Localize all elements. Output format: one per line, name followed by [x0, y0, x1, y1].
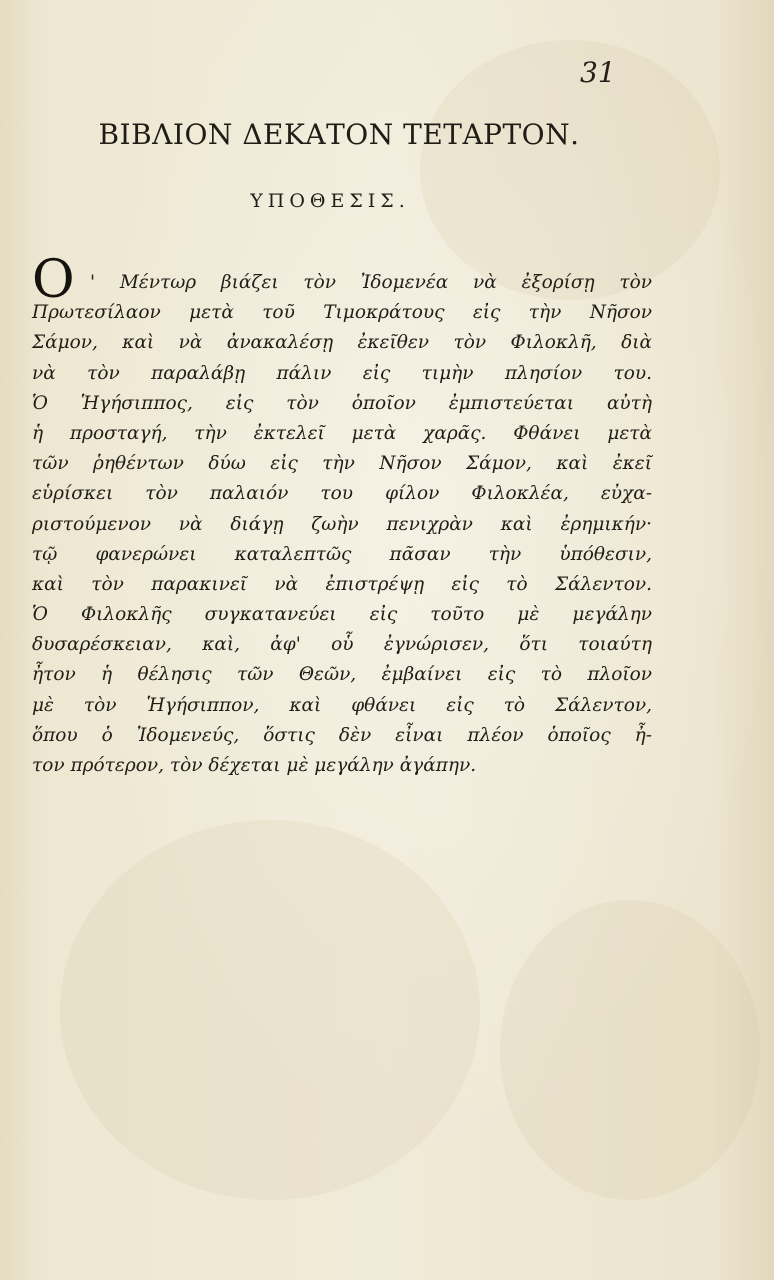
- text-line: Πρωτεσίλαον μετὰ τοῦ Τιμοκράτους εἰς τὴν Νῆσον: [32, 302, 652, 324]
- text-line: τῷ φανερώνει καταλεπτῶς πᾶσαν τὴν ὑπόθεσιν,: [32, 543, 652, 565]
- text-line: μὲ τὸν Ἡγήσιππον, καὶ φθάνει εἰς τὸ Σάλεντον,: [32, 694, 652, 716]
- text-line: Ὁ Ἡγήσιππος, εἰς τὸν ὁποῖον ἐμπιστεύεται αὐτὴ: [32, 392, 652, 414]
- text-line: ἦτον ἡ θέλησις τῶν Θεῶν, ἐμβαίνει εἰς τὸ πλοῖον: [32, 664, 652, 686]
- paper-stain: [60, 820, 480, 1200]
- text-line: τον πρότερον, τὸν δέχεται μὲ μεγάλην ἀγάπην.: [32, 755, 477, 776]
- text-line: δυσαρέσκειαν, καὶ, ἀφ' οὗ ἐγνώρισεν, ὅτι τοιαύτη: [32, 634, 652, 656]
- text-line: καὶ τὸν παρακινεῖ νὰ ἐπιστρέψῃ εἰς τὸ Σάλεντον.: [32, 573, 652, 595]
- page-title: ΒΙΒΛΙΟΝ ΔΕΚΑΤΟΝ ΤΕΤΑΡΤΟΝ.: [98, 118, 580, 151]
- text-line: ὅπου ὁ Ἰδομενεύς, ὅστις δὲν εἶναι πλέον ὁποῖος ἦ-: [32, 724, 652, 746]
- text-line: Σάμον, καὶ νὰ ἀνακαλέσῃ ἐκεῖθεν τὸν Φιλοκλῆ, διὰ: [32, 332, 652, 354]
- page-number: 31: [580, 56, 616, 89]
- paper-stain: [420, 40, 720, 300]
- text-line: εὑρίσκει τὸν παλαιόν του φίλον Φιλοκλέα, εὐχα-: [32, 483, 652, 505]
- drop-cap: Ο: [32, 250, 75, 310]
- text-line: ριστούμενον νὰ διάγῃ ζωὴν πενιχρὰν καὶ ἐρημικήν·: [32, 513, 652, 535]
- text-line: ' Μέντωρ βιάζει τὸν Ἰδομενέα νὰ ἐξορίσῃ τὸν: [90, 272, 652, 293]
- text-line: τῶν ῥηθέντων δύω εἰς τὴν Νῆσον Σάμον, καὶ ἐκεῖ: [32, 453, 652, 475]
- summary-paragraph: [32, 268, 652, 781]
- text-line: ἡ προσταγή, τὴν ἐκτελεῖ μετὰ χαρᾶς. Φθάνει μετὰ: [32, 422, 652, 444]
- section-heading: ΥΠΟΘΕΣΙΣ.: [250, 190, 410, 212]
- text-line: νὰ τὸν παραλάβῃ πάλιν εἰς τιμὴν πλησίον του.: [32, 362, 652, 384]
- paper-stain: [500, 900, 760, 1200]
- text-line: Ὁ Φιλοκλῆς συγκατανεύει εἰς τοῦτο μὲ μεγάλην: [32, 604, 652, 626]
